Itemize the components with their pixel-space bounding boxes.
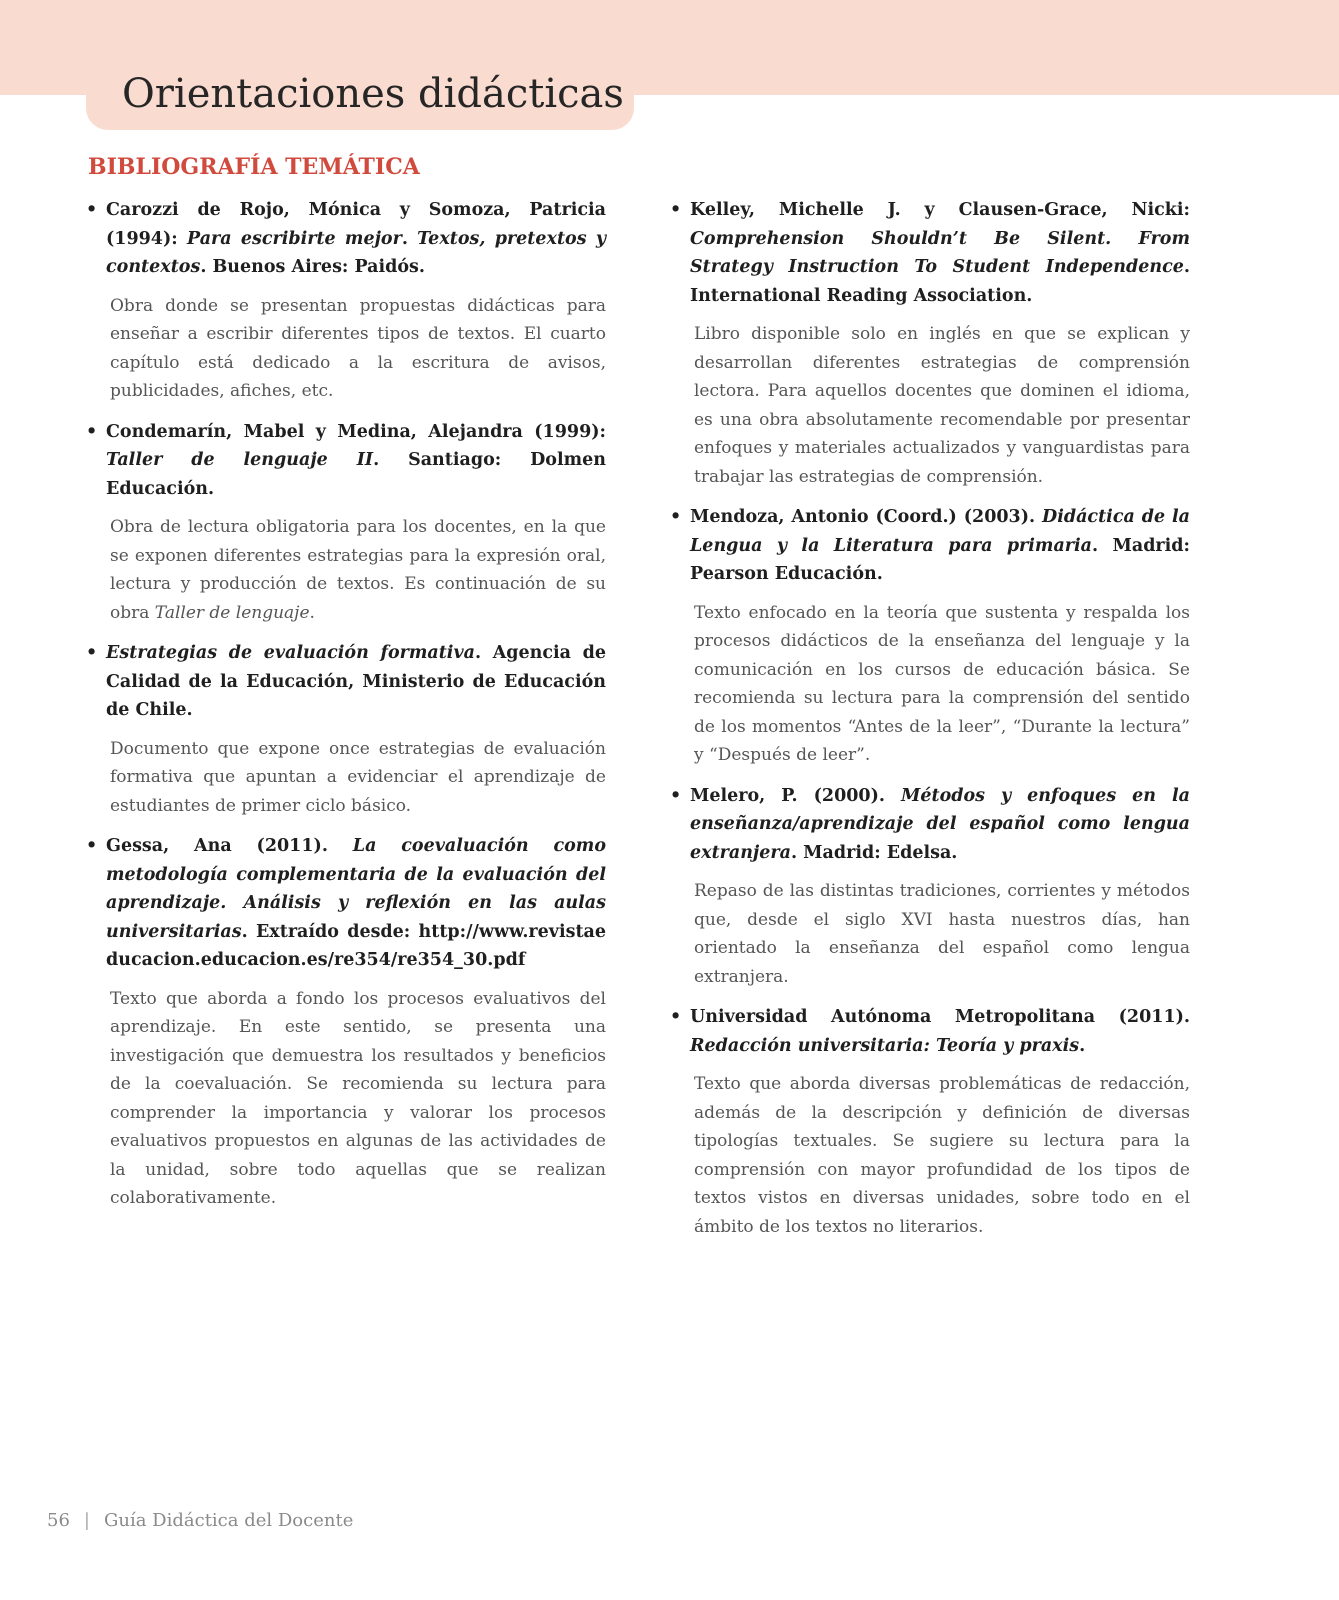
bibliography-column-right	[670, 196, 1190, 1253]
citation-title: La coevaluación como metodología complementaria de la evaluación del aprendizaje. Análisis y reflexión en las aulas universitarias	[106, 836, 606, 942]
reference-description	[670, 877, 1190, 991]
bullet-icon: •	[86, 200, 98, 220]
bullet-icon: •	[86, 836, 98, 856]
bibliography-entry	[670, 1003, 1190, 1241]
section-heading: BIBLIOGRAFÍA TEMÁTICA	[88, 154, 420, 180]
guide-title: Guía Didáctica del Docente	[103, 1510, 354, 1531]
citation-source: . Extraído desde: http://www.revistaeducacion.educacion.es/re354/re354_30.pdf	[106, 921, 606, 970]
citation-authors: Mendoza, Antonio (Coord.) (2003).	[690, 507, 1043, 527]
page-footer	[47, 1507, 353, 1535]
citation-title: Redacción universitaria: Teoría y praxis	[690, 1035, 1080, 1056]
description-text: Repaso de las distintas tradiciones, corrientes y métodos que, desde el siglo XVI hasta nuestros días, han orientado la enseñanza del español como lengua extranjera.	[694, 881, 1190, 987]
footer-separator: |	[83, 1510, 90, 1531]
description-text: Documento que expone once estrategias de evaluación formativa que apuntan a evidenciar el aprendizaje de estudiantes de primer ciclo básico.	[110, 738, 606, 816]
reference-citation	[86, 832, 606, 975]
reference-citation	[86, 639, 606, 725]
bibliography-column-left	[86, 196, 606, 1225]
description-text: .	[309, 602, 315, 623]
bibliography-entry	[86, 196, 606, 406]
citation-authors: Kelley, Michelle J. y Clausen-Grace, Nicki:	[690, 200, 1190, 220]
citation-title: Didáctica de la Lengua y la Literatura para primaria	[690, 507, 1191, 556]
citation-publisher: . Madrid: Pearson Educación.	[690, 535, 1190, 584]
bibliography-entry	[670, 503, 1190, 770]
citation-publisher: . Agencia de Calidad de la Educación, Ministerio de Educación de Chile.	[106, 643, 607, 720]
reference-description	[86, 735, 606, 821]
bullet-icon: •	[86, 421, 98, 442]
description-text: Libro disponible solo en inglés en que se explican y desarrollan diferentes estrategias de comprensión lectora. Para aquellos docentes que dominen el idioma, es una obra absolutamente recomendable por presentar enfoques y materiales actualizados y vanguardistas para trabajar las estrategias de comprensión.	[694, 324, 1190, 487]
citation-authors: Universidad Autónoma Metropolitana (2011).	[690, 1007, 1190, 1027]
bibliography-entry	[670, 196, 1190, 491]
reference-description	[86, 292, 606, 406]
citation-title: Comprehension Shouldn’t Be Silent. From Strategy Instruction To Student Independence	[690, 228, 1190, 277]
bullet-icon: •	[86, 643, 98, 663]
description-text: Texto enfocado en la teoría que sustenta y respalda los procesos didácticos de la enseñanza del lenguaje y la comunicación en los cursos de educación básica. Se recomienda su lectura para la comprensión del sentido de los momentos “Antes de la leer”, “Durante la lectura” y “Después de leer”.	[694, 602, 1190, 765]
citation-title: Para escribirte mejor	[187, 228, 402, 249]
bibliography-entry	[86, 832, 606, 1213]
bibliography-entry	[86, 639, 606, 820]
reference-description	[86, 513, 606, 627]
citation-authors: Carozzi de Rojo, Mónica y Somoza, Patricia (1994):	[106, 200, 606, 249]
reference-citation	[86, 196, 606, 282]
citation-authors: Melero, P. (2000).	[690, 785, 901, 806]
description-text: Texto que aborda diversas problemáticas de redacción, además de la descripción y definición de diversas tipologías textuales. Se sugiere su lectura para la comprensión con mayor profundidad de los tipos de textos vistos en diversas unidades, sobre todo en el ámbito de los textos no literarios.	[694, 1074, 1190, 1237]
reference-description	[670, 599, 1190, 770]
reference-description	[86, 985, 606, 1213]
description-text: Obra de lectura obligatoria para los docentes, en la que se exponen diferentes estrategias para la expresión oral, lectura y producción de textos. Es continuación de su obra	[110, 517, 606, 623]
page-title: Orientaciones didácticas	[122, 71, 624, 117]
reference-description	[670, 320, 1190, 491]
reference-description	[670, 1070, 1190, 1241]
reference-citation	[670, 782, 1190, 868]
reference-citation	[670, 196, 1190, 310]
description-italic-title: Taller de lenguaje	[154, 602, 310, 623]
description-text: Texto que aborda a fondo los procesos evaluativos del aprendizaje. En este sentido, se presenta una investigación que demuestra los resultados y beneficios de la coevaluación. Se recomienda su lectura para comprender la importancia y valorar los procesos evaluativos propuestos en algunas de las actividades de la unidad, sobre todo aquellas que se realizan colaborativamente.	[110, 988, 606, 1208]
citation-publisher: . Buenos Aires: Paidós.	[200, 257, 426, 277]
citation-title: Taller de lenguaje II	[106, 450, 374, 470]
bibliography-entry	[670, 782, 1190, 992]
bullet-icon: •	[670, 1007, 682, 1027]
description-text: Obra donde se presentan propuestas didácticas para enseñar a escribir diferentes tipos de textos. El cuarto capítulo está dedicado a la escritura de avisos, publicidades, afiches, etc.	[110, 295, 606, 401]
reference-citation	[86, 418, 606, 504]
citation-authors: Condemarín, Mabel y Medina, Alejandra (1999):	[106, 421, 606, 442]
citation-subtitle: Textos, pretextos y contextos	[106, 228, 606, 277]
citation-publisher: . Madrid: Edelsa.	[790, 842, 958, 863]
bibliography-entry	[86, 418, 606, 628]
bullet-icon: •	[670, 507, 682, 527]
reference-citation	[670, 503, 1190, 589]
citation-publisher: . Santiago: Dolmen Educación.	[106, 450, 606, 499]
citation-title: Estrategias de evaluación formativa	[106, 643, 475, 663]
page-number: 56	[47, 1510, 70, 1531]
citation-text: .	[401, 228, 418, 249]
citation-publisher: . International Reading Association.	[690, 257, 1190, 306]
citation-title: Métodos y enfoques en la enseñanza/aprendizaje del español como lengua extranjera	[690, 785, 1191, 863]
bullet-icon: •	[670, 785, 682, 806]
reference-citation	[670, 1003, 1190, 1060]
citation-authors: Gessa, Ana (2011).	[106, 836, 353, 856]
citation-text: .	[1079, 1035, 1086, 1056]
bullet-icon: •	[670, 200, 682, 220]
